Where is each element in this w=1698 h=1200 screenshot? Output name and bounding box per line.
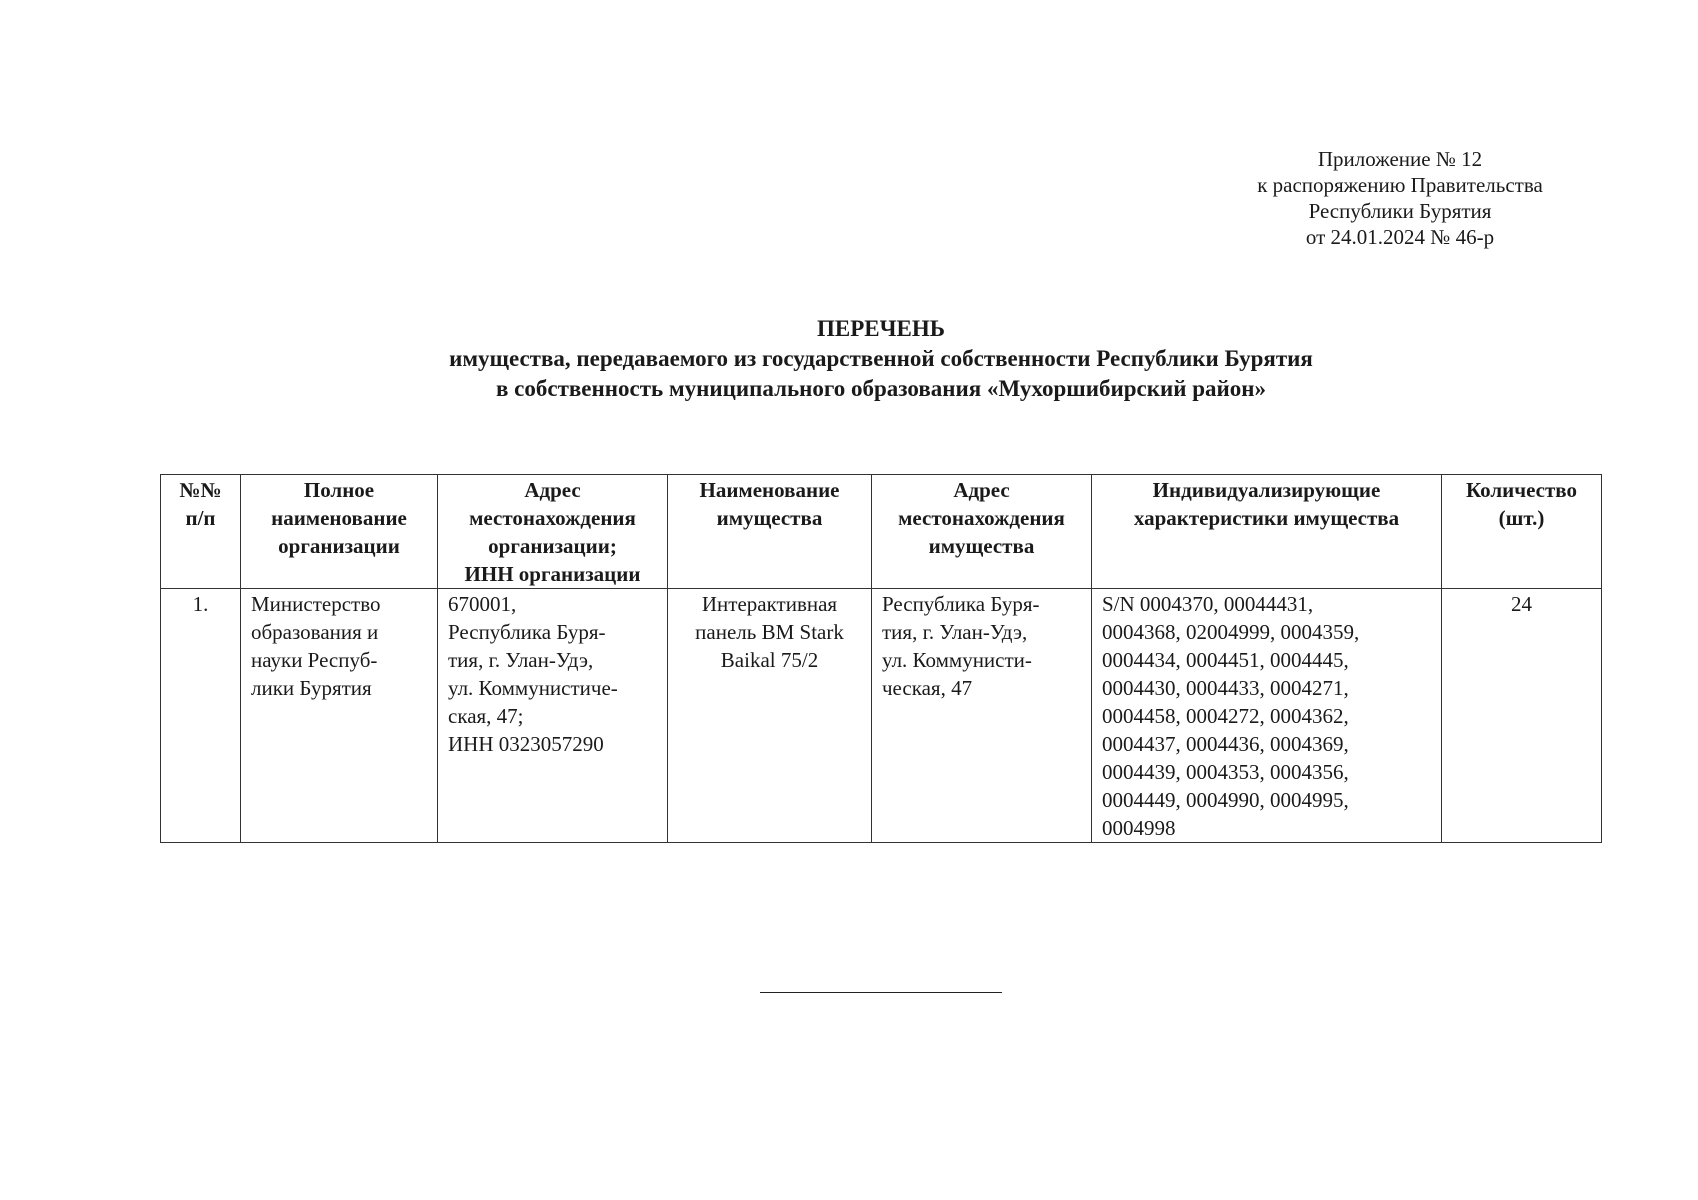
header-quantity: Количество (шт.) <box>1442 475 1602 589</box>
document-title <box>160 314 1602 404</box>
header-org-name: Полное наименование организации <box>241 475 438 589</box>
table-row <box>161 589 1602 843</box>
appendix-date: от 24.01.2024 № 46-р <box>1305 225 1495 249</box>
cell-property-name: Интерактивная панель BM Stark Baikal 75/2 <box>668 589 872 843</box>
appendix-government: Республики Бурятия <box>1308 199 1492 223</box>
header-property-address: Адрес местонахождения имущества <box>872 475 1092 589</box>
appendix-header <box>1210 146 1590 250</box>
header-characteristics: Индивидуализирующие характеристики имущества <box>1092 475 1442 589</box>
property-table <box>160 474 1602 843</box>
cell-property-address: Республика Буря- тия, г. Улан-Удэ, ул. Коммунисти- ческая, 47 <box>872 589 1092 843</box>
cell-characteristics: S/N 0004370, 00044431, 0004368, 02004999, 0004359, 0004434, 0004451, 0004445, 0004430, 0004433, 0004271, 0004458, 0004272, 0004362, 0004437, 0004436, 0004369, 0004439, 0004353, 0004356, 0004449, 0004990, 0004995, 0004998 <box>1092 589 1442 843</box>
header-org-address: Адрес местонахождения организации; ИНН организации <box>438 475 668 589</box>
cell-org-name: Министерство образования и науки Респуб- лики Бурятия <box>241 589 438 843</box>
cell-number: 1. <box>161 589 241 843</box>
header-number: №№ п/п <box>161 475 241 589</box>
header-property-name: Наименование имущества <box>668 475 872 589</box>
cell-quantity: 24 <box>1442 589 1602 843</box>
appendix-number: Приложение № 12 <box>1317 147 1483 171</box>
title-subtitle-1: имущества, передаваемого из государственной собственности Республики Бурятия <box>449 346 1313 371</box>
cell-org-address: 670001, Республика Буря- тия, г. Улан-Удэ, ул. Коммунистиче- ская, 47; ИНН 0323057290 <box>438 589 668 843</box>
appendix-reference: к распоряжению Правительства <box>1257 173 1543 197</box>
title-main: ПЕРЕЧЕНЬ <box>817 316 945 341</box>
title-subtitle-2: в собственность муниципального образования «Мухоршибирский район» <box>496 376 1266 401</box>
end-divider-line <box>760 992 1002 993</box>
table-header-row <box>161 475 1602 589</box>
